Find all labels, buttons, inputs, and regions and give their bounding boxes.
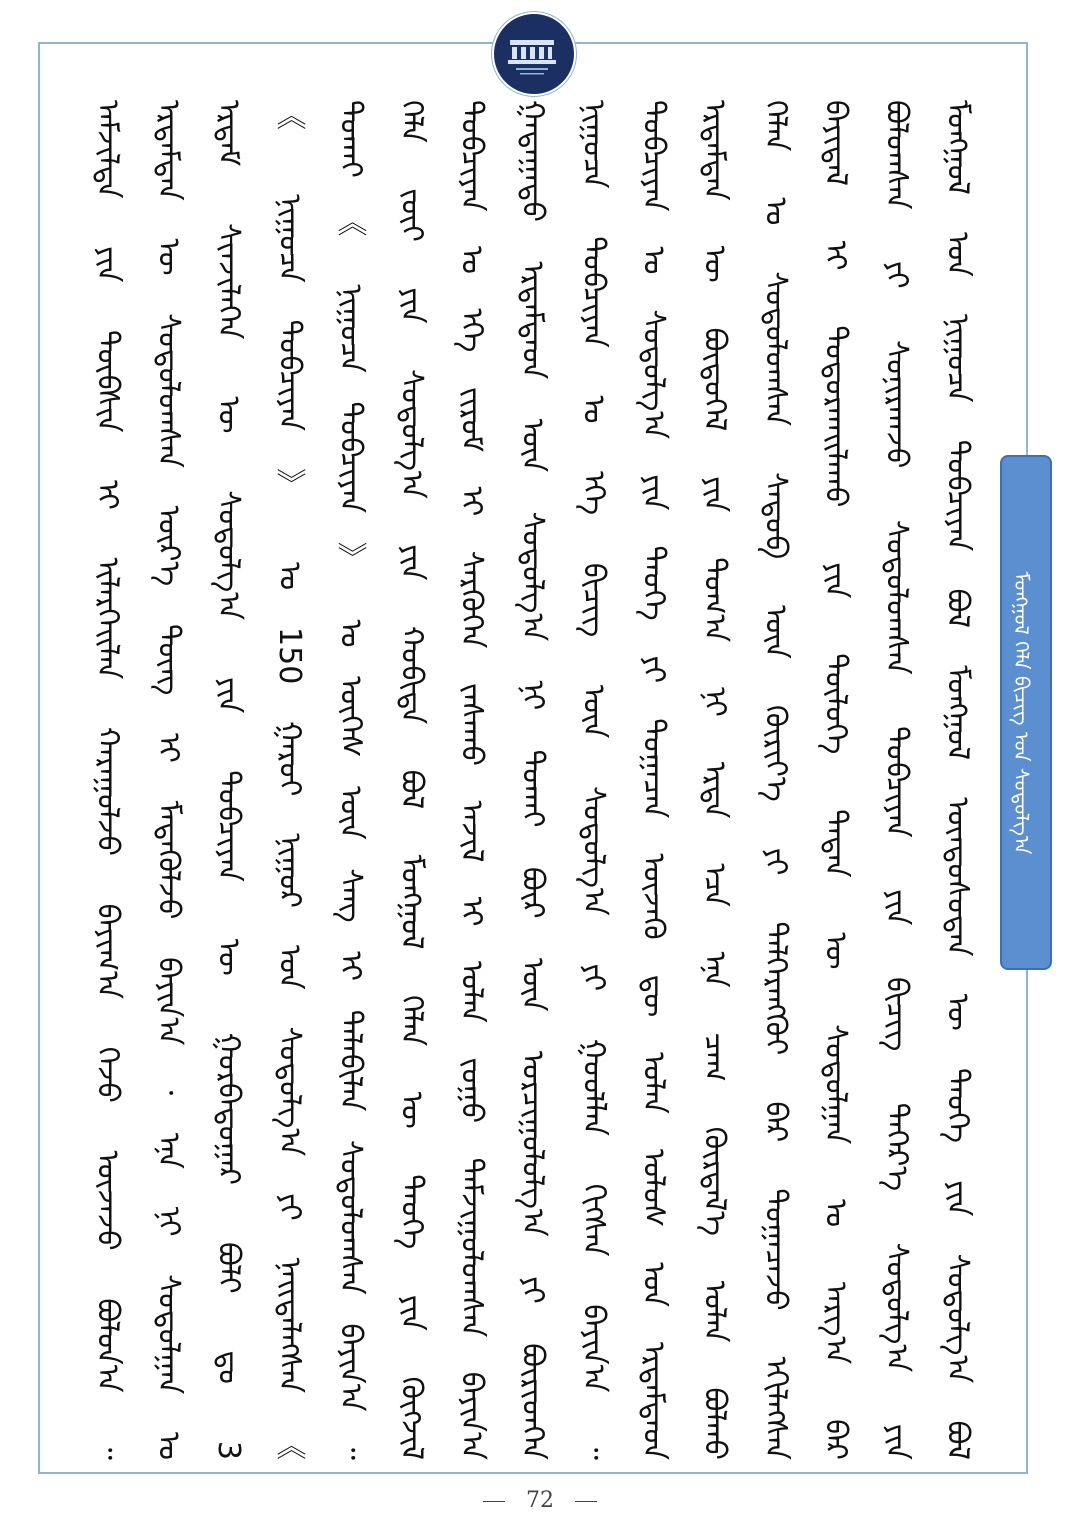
text-column xyxy=(879,100,915,1460)
text-column xyxy=(454,100,490,1460)
text-column-line: ᠲᠣᠪᠴᠢᠶᠠᠨ ᠤ ᠡᠬᠡ ᠵᠢᠷᠤᠮ ᠢ ᠰᠡᠷᠭᠦᠭᠡᠨ ᠵᠠᠰᠠᠬᠤ ᠠᠵᠢᠯ ᠢ ᠣᠯᠠᠨ ᠵᠤᠭᠤ ᠳᠠᠮᠵᠢᠭᠤᠯᠤᠭᠰᠠᠨ ᠪᠠᠶᠢᠨ᠎ᠠ xyxy=(454,100,490,1460)
institution-building-logo-icon xyxy=(492,12,576,96)
chapter-side-tab xyxy=(1000,455,1052,970)
chapter-side-tab-label: ᠮᠣᠩᠭᠣᠯ ᠬᠡᠯᠡ ᠪᠢᠴᠢᠭ ᠤᠨ ᠰᠤᠳᠤᠯᠭ᠎ᠠ xyxy=(1009,571,1034,854)
footer-dash-left xyxy=(483,1501,505,1502)
text-column-line: ᠡᠷᠳᠡᠮᠲᠡᠨ ᠦ ᠪᠦᠲᠦᠭᠡᠯ ᠶᠢᠨ ᠲᠣᠭ᠎ᠠ ᠨᠢ ᠡᠷᠲᠡ ᠡᠴᠡ ᠡᠨᠡ ᠴᠠᠭ ᠬᠦᠷᠲᠡᠯ᠎ᠡ ᠣᠯᠠᠨ ᠪᠣᠯᠬᠣ xyxy=(697,100,733,1460)
text-column-line: ᠭᠠᠳᠠᠭᠠᠳᠤ ᠡᠷᠳᠡᠮᠲᠡᠳ ᠦᠨ ᠰᠤᠳᠤᠯᠭ᠎ᠠ ᠨᠢ ᠲᠤᠬᠠᠢ ᠪᠦᠷ ᠦᠨ ᠣᠷᠴᠢᠭᠤᠯᠤᠯᠭ᠎ᠠ ᠶᠢ ᠪᠦᠷᠢᠳᠬᠡᠨ xyxy=(514,100,550,1460)
text-column-line: ᠬᠡᠯᠡᠨ ᠤ ᠰᠣᠳᠤᠯᠤᠭᠰᠠᠨ ᠰᠡᠳᠦᠪ ᠦᠨ ᠬᠦᠷᠢᠶ᠎ᠡ ᠶᠢ ᠳᠡᠯᠭᠡᠷᠡᠩᠭᠦᠢ ᠪᠡᠷ ᠲᠣᠭᠠᠴᠠᠵᠤ ᠡᠬᠢᠯᠡᠭᠰᠡᠨ xyxy=(757,100,793,1460)
text-column-line: ᠪᠠᠶᠢᠳᠠᠯ ᠢ ᠲᠣᠳᠣᠷᠬᠠᠢᠯᠠᠬᠤ ᠶᠢᠨ ᠲᠥᠯᠦᠭᠡ ᠲᠡᠳᠡᠨ ᠦ ᠰᠤᠳᠤᠯᠭᠠᠨ ᠤ ᠠᠷᠭ᠎ᠠ ᠪᠡᠷ xyxy=(818,100,854,1460)
text-column xyxy=(636,100,672,1460)
text-column xyxy=(211,100,247,1460)
text-column xyxy=(757,100,793,1460)
text-column-line: ᠲᠣᠪᠴᠢᠶᠠᠨ ᠤ ᠰᠤᠳᠤᠯᠭ᠎ᠠ ᠶᠢᠨ ᠲᠡᠦᠬᠡ ᠶᠢ ᠲᠣᠭᠠᠴᠠᠨ ᠦᠵᠡᠬᠦ ᠳᠦ ᠣᠯᠠᠨ ᠤᠯᠤᠰ ᠤᠨ ᠡᠷᠳᠡᠮᠲᠡᠳ xyxy=(636,100,672,1460)
footer-dash-right xyxy=(575,1501,597,1502)
text-column-line: 《 ᠨᠢᠭᠤᠴᠠ ᠲᠣᠪᠴᠢᠶᠠᠨ 》 ᠤ 150 ᠭᠠᠷᠤᠢ ᠨᠢᠭᠤᠷ ᠤᠨ ᠰᠤᠳᠤᠯᠭ᠎ᠠ ᠶᠢ ᠨᠡᠢᠲᠡᠯᠡᠭᠰᠡᠨ 《 xyxy=(272,100,308,1460)
text-column-line: ᠲᠤᠬᠠᠢ 《 ᠨᠢᠭᠤᠴᠠ ᠲᠣᠪᠴᠢᠶᠠᠨ 》 ᠤ ᠦᠭᠡᠰ ᠦᠨ ᠰᠠᠩ ᠢ ᠲᠠᠯᠠᠪᠢᠯᠠᠨ ᠰᠤᠳᠤᠯᠤᠭᠰᠠᠨ ᠪᠠᠶᠢᠨ᠎ᠠ ᠃ xyxy=(332,100,368,1460)
text-column-line: ᠡᠷᠳᠡᠮ ᠰᠢᠨᠵᠢᠯᠡᠭᠡᠨ ᠦ ᠰᠤᠳᠤᠯᠭ᠎ᠠ ᠶᠢᠨ ᠲᠣᠪᠴᠢᠶᠠᠨ ᠦ ᠭᠤᠷᠪᠠᠳᠤᠭᠠᠷ ᠪᠣᠯᠢ ᠳᠤ 3 xyxy=(211,100,247,1460)
text-column-line: ᠬᠡᠯᠡ ᠵᠦᠢ ᠶᠢᠨ ᠰᠤᠳᠤᠯᠭ᠎ᠠ ᠶᠢᠨ ᠬᠤᠪᠢᠳᠠ ᠪᠣᠯ ᠮᠣᠩᠭᠣᠯ ᠬᠡᠯᠡᠨ ᠦ ᠲᠡᠦᠬᠡ ᠶᠢᠨ ᠬᠥᠭᠵᠢᠯ xyxy=(393,100,429,1460)
text-column xyxy=(818,100,854,1460)
text-column xyxy=(939,100,975,1460)
text-column-line: ᠠᠮᠵᠢᠯᠲᠠ ᠶᠢᠨ ᠲᠦᠪᠰᠢᠨ ᠢ ᠢᠯᠡᠷᠬᠡᠢᠯᠡᠨ ᠬᠠᠷᠠᠭᠤᠯᠵᠤ ᠪᠠᠶᠢᠭ᠎ᠠ ᠭᠡᠵᠦ ᠦᠵᠡᠵᠦ ᠪᠣᠯᠣᠨ᠎ᠠ ᠃ xyxy=(90,100,125,1460)
text-column xyxy=(697,100,733,1460)
text-column xyxy=(393,100,429,1460)
page-footer xyxy=(0,1488,1080,1513)
text-column xyxy=(514,100,550,1460)
text-column xyxy=(332,100,368,1460)
text-column-line: ᠪᠣᠯᠤᠭᠰᠠᠨ ᠶᠢ ᠰᠣᠨᠢᠷᠬᠠᠵᠤ ᠰᠤᠳᠤᠯᠤᠭᠰᠠᠨ ᠲᠣᠪᠴᠢᠶᠠᠨ ᠶᠢᠨ ᠪᠢᠴᠢᠭ ᠲᠡᠭᠡᠷ᠎ᠡ ᠰᠤᠳᠤᠯᠭ᠎ᠠ ᠶᠢᠨ xyxy=(879,100,915,1460)
text-column-line: ᠨᠢᠭᠤᠴᠠ ᠲᠣᠪᠴᠢᠶᠠᠨ ᠤ ᠡᠬᠡ ᠪᠢᠴᠢᠭ ᠦᠨ ᠰᠤᠳᠤᠯᠭ᠎ᠠ ᠶᠢ ᠭᠣᠣᠯᠯᠠᠨ ᠬᠢᠭᠰᠡᠨ ᠪᠠᠶᠢᠨ᠎ᠠ ᠃ xyxy=(575,100,611,1460)
text-column xyxy=(90,100,125,1460)
page-number: 72 xyxy=(526,1488,554,1513)
text-column xyxy=(150,100,186,1460)
text-column-line: ᠮᠣᠩᠭᠣᠯ ᠤᠨ ᠨᠢᠭᠤᠴᠠ ᠲᠣᠪᠴᠢᠶᠠᠨ ᠪᠣᠯ ᠮᠣᠩᠭᠣᠯ ᠦᠨᠳᠦᠰᠦᠲᠡᠨ ᠦ ᠲᠡᠦᠬᠡ ᠶᠢᠨ ᠰᠤᠳᠤᠯᠭ᠎ᠠ ᠪᠣᠯ xyxy=(939,100,975,1460)
text-column xyxy=(575,100,611,1460)
text-column-line: ᠡᠷᠳᠡᠮᠲᠡᠨ ᠦ ᠰᠤᠳᠤᠯᠤᠭᠰᠠᠨ ᠦᠷ᠎ᠡ ᠳᠦᠩ ᠢ ᠮᠡᠳᠡᠭᠦᠯᠵᠦ ᠪᠠᠶᠢᠨ᠎ᠠ ᠂ ᠡᠨᠡ ᠨᠢ ᠰᠤᠳᠤᠯᠭᠠᠨ ᠤ xyxy=(150,100,186,1460)
mongolian-text-body xyxy=(90,100,975,1460)
text-column xyxy=(272,100,308,1460)
